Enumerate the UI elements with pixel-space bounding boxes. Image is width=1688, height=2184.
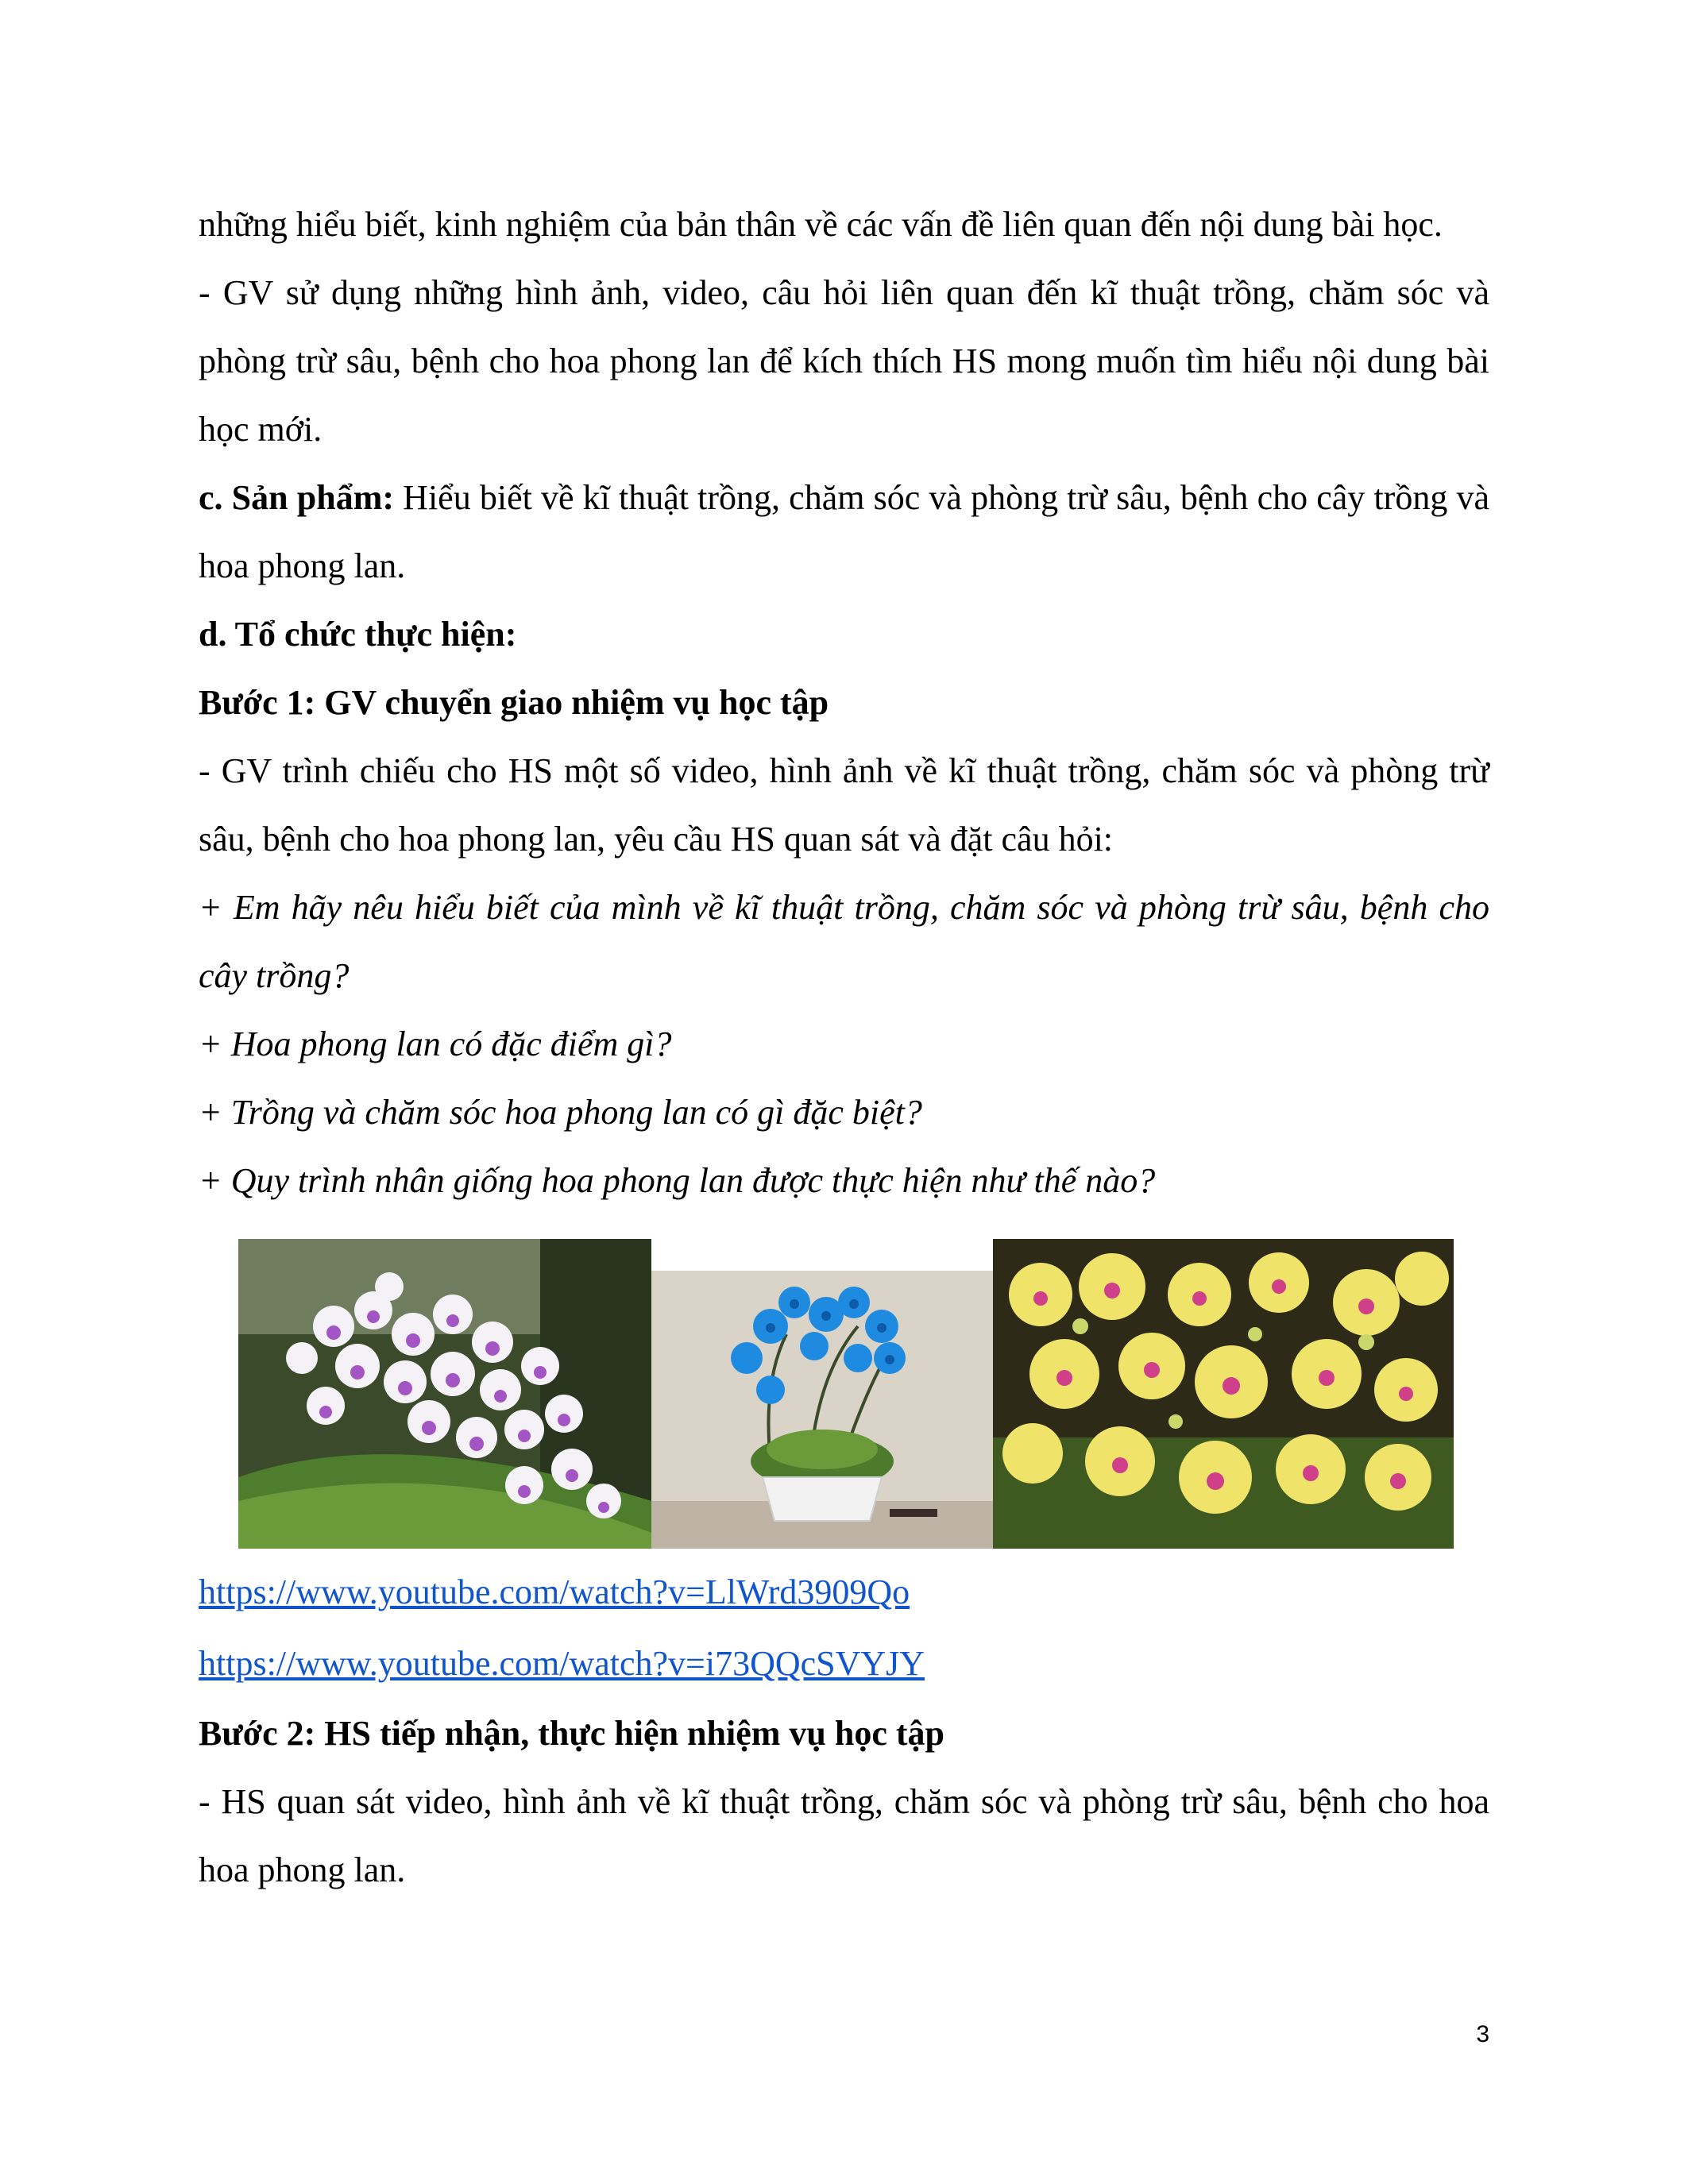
video-link-1[interactable]: https://www.youtube.com/watch?v=LlWrd3909Qo xyxy=(199,1572,910,1611)
paragraph-hs-observes: - HS quan sát video, hình ảnh về kĩ thuật trồng, chăm sóc và phòng trừ sâu, bệnh cho hoa hoa phong lan. xyxy=(199,1782,1489,1889)
question-4: + Quy trình nhân giống hoa phong lan được thực hiện như thế nào? xyxy=(199,1161,1156,1200)
paragraph-intro-continued: những hiểu biết, kinh nghiệm của bản thân về các vấn đề liên quan đến nội dung bài học. xyxy=(199,205,1443,244)
heading-organization: d. Tổ chức thực hiện: xyxy=(199,615,517,654)
page-number: 3 xyxy=(1476,2021,1489,2047)
question-1: + Em hãy nêu hiểu biết của mình về kĩ thuật trồng, chăm sóc và phòng trừ sâu, bệnh cho cây trồng? xyxy=(199,888,1489,995)
page-content xyxy=(199,191,1489,1904)
question-2: + Hoa phong lan có đặc điểm gì? xyxy=(199,1024,672,1063)
question-3: + Trồng và chăm sóc hoa phong lan có gì đặc biệt? xyxy=(199,1093,922,1132)
heading-step-1: Bước 1: GV chuyển giao nhiệm vụ học tập xyxy=(199,683,829,722)
product-text: Hiểu biết về kĩ thuật trồng, chăm sóc và phòng trừ sâu, bệnh cho cây trồng và hoa phong lan. xyxy=(199,478,1490,585)
product-label: c. Sản phẩm: xyxy=(199,478,395,517)
paragraph-gv-uses-media: - GV sử dụng những hình ảnh, video, câu hỏi liên quan đến kĩ thuật trồng, chăm sóc và phòng trừ sâu, bệnh cho hoa phong lan để kích thích HS mong muốn tìm hiểu nội dung bài học mới. xyxy=(199,273,1489,449)
heading-step-2: Bước 2: HS tiếp nhận, thực hiện nhiệm vụ học tập xyxy=(199,1714,944,1753)
paragraph-gv-presents: - GV trình chiếu cho HS một số video, hình ảnh về kĩ thuật trồng, chăm sóc và phòng trừ sâu, bệnh cho hoa phong lan, yêu cầu HS quan sát và đặt câu hỏi: xyxy=(199,751,1489,859)
orchid-image-strip xyxy=(238,1239,1454,1549)
blue-orchid-image xyxy=(651,1239,993,1549)
yellow-orchid-image xyxy=(993,1239,1454,1549)
white-orchid-image xyxy=(238,1239,651,1549)
video-link-2[interactable]: https://www.youtube.com/watch?v=i73QQcSVYJY xyxy=(199,1644,925,1683)
paragraph-product xyxy=(199,464,1489,600)
